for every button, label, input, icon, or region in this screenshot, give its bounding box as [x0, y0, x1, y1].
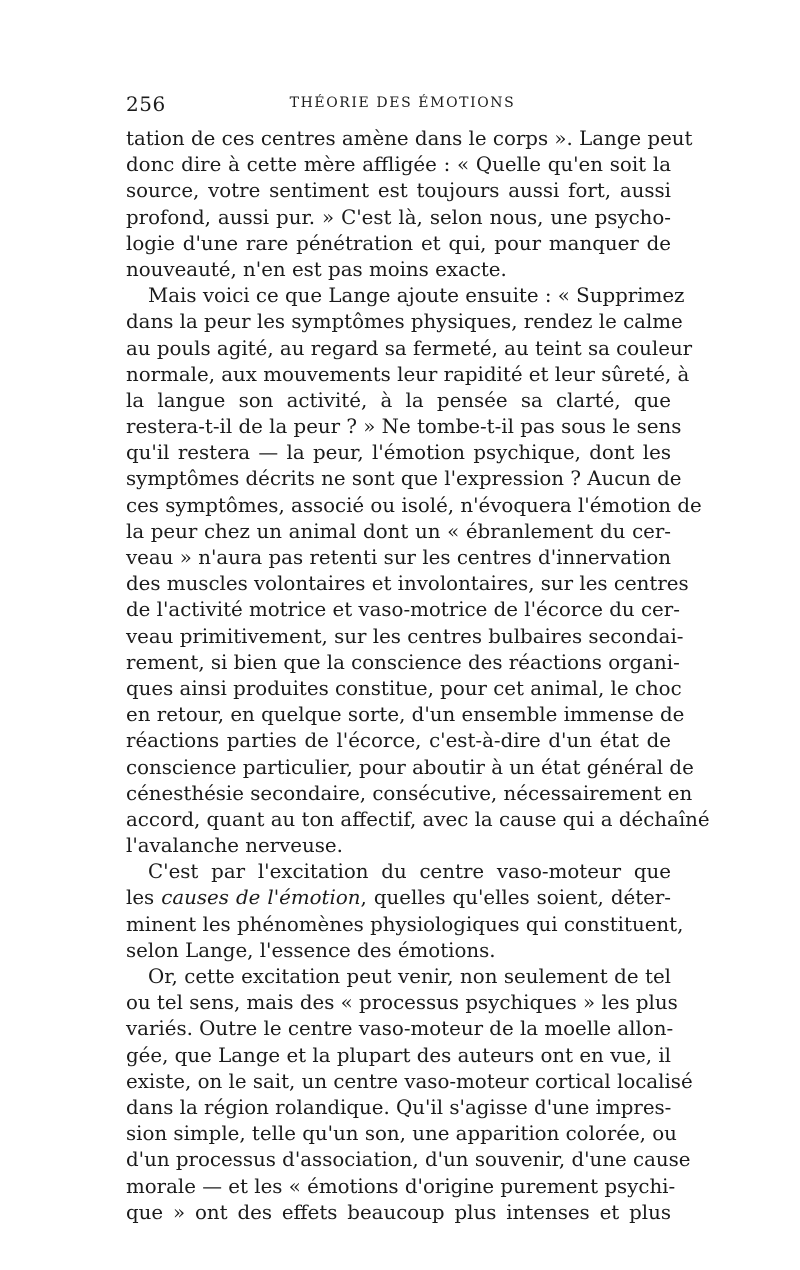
text-line: ou tel sens, mais des « processus psychiques » les plus	[126, 991, 678, 1015]
text-line: logie d'une rare pénétration et qui, pour manquer de	[126, 231, 671, 255]
paragraph-start-line: Mais voici ce que Lange ajoute ensuite : « Supprimez	[148, 284, 685, 308]
text-line: la langue son activité, à la pensée sa clarté, que	[126, 388, 671, 412]
text-line: restera-t-il de la peur ? » Ne tombe-t-il pas sous le sens	[126, 415, 682, 439]
text-line: minent les phénomènes physiologiques qui constituent,	[126, 912, 684, 936]
text-line: ques ainsi produites constitue, pour cet animal, le choc	[126, 676, 682, 700]
text-line: cénesthésie secondaire, consécutive, nécessairement en	[126, 781, 693, 805]
running-title: THÉORIE DES ÉMOTIONS	[289, 95, 516, 111]
text-line: variés. Outre le centre vaso-moteur de la moelle allon-	[126, 1017, 674, 1041]
text-line: réactions parties de l'écorce, c'est-à-dire d'un état de	[126, 729, 671, 753]
text-line: la peur chez un animal dont un « ébranlement du cer-	[126, 519, 671, 543]
text-line: profond, aussi pur. » C'est là, selon nous, une psycho-	[126, 205, 671, 229]
text-line: ces symptômes, associé ou isolé, n'évoquera l'émotion de	[126, 493, 702, 517]
body-text	[126, 126, 710, 1226]
text-line: accord, quant au ton affectif, avec la cause qui a déchaîné	[126, 807, 710, 831]
text-line: veau » n'aura pas retenti sur les centres d'innervation	[126, 546, 671, 569]
paragraph-start-line: Or, cette excitation peut venir, non seulement de tel	[148, 965, 671, 988]
text-line: existe, on le sait, un centre vaso-moteur cortical localisé	[126, 1069, 693, 1093]
text-fragment: les	[126, 886, 162, 910]
text-line: symptômes décrits ne sont que l'expression ? Aucun de	[126, 467, 682, 491]
page-header	[126, 92, 671, 120]
text-line: gée, que Lange et la plupart des auteurs ont en vue, il	[126, 1043, 671, 1067]
text-line: de l'activité motrice et vaso-motrice de l'écorce du cer-	[126, 598, 680, 622]
text-line: sion simple, telle qu'un son, une apparition colorée, ou	[126, 1122, 677, 1146]
text-line: selon Lange, l'essence des émotions.	[126, 938, 496, 962]
text-line: rement, si bien que la conscience des réactions organi-	[126, 650, 680, 674]
text-line: dans la région rolandique. Qu'il s'agisse d'une impres-	[126, 1095, 672, 1119]
italic-phrase: causes de l'émotion	[161, 886, 361, 910]
text-line: tation de ces centres amène dans le corps ». Lange peut	[126, 127, 693, 150]
text-line: morale — et les « émotions d'origine purement psychi-	[126, 1174, 676, 1198]
text-line: normale, aux mouvements leur rapidité et leur sûreté, à	[126, 362, 690, 386]
text-line: des muscles volontaires et involontaires, sur les centres	[126, 572, 689, 596]
text-line: conscience particulier, pour aboutir à un état général de	[126, 755, 694, 779]
text-line: en retour, en quelque sorte, d'un ensemble immense de	[126, 703, 685, 727]
text-line: l'avalanche nerveuse.	[126, 834, 343, 858]
text-line: que » ont des effets beaucoup plus intenses et plus	[126, 1200, 671, 1224]
text-line: d'un processus d'association, d'un souvenir, d'une cause	[126, 1148, 691, 1172]
page-number: 256	[126, 92, 166, 116]
text-line: source, votre sentiment est toujours aussi fort, aussi	[126, 179, 671, 203]
text-line: donc dire à cette mère affligée : « Quelle qu'en soit la	[126, 153, 671, 177]
text-fragment: , quelles qu'elles soient, déter-	[360, 886, 671, 910]
text-line: au pouls agité, au regard sa fermeté, au teint sa couleur	[126, 336, 693, 360]
text-line: qu'il restera — la peur, l'émotion psychique, dont les	[126, 441, 671, 465]
text-line: dans la peur les symptômes physiques, rendez le calme	[126, 310, 683, 334]
text-line: veau primitivement, sur les centres bulbaires secondai-	[126, 624, 684, 648]
text-line	[126, 885, 671, 911]
paragraph-start-line: C'est par l'excitation du centre vaso-moteur que	[148, 860, 671, 884]
text-line: nouveauté, n'en est pas moins exacte.	[126, 257, 507, 281]
